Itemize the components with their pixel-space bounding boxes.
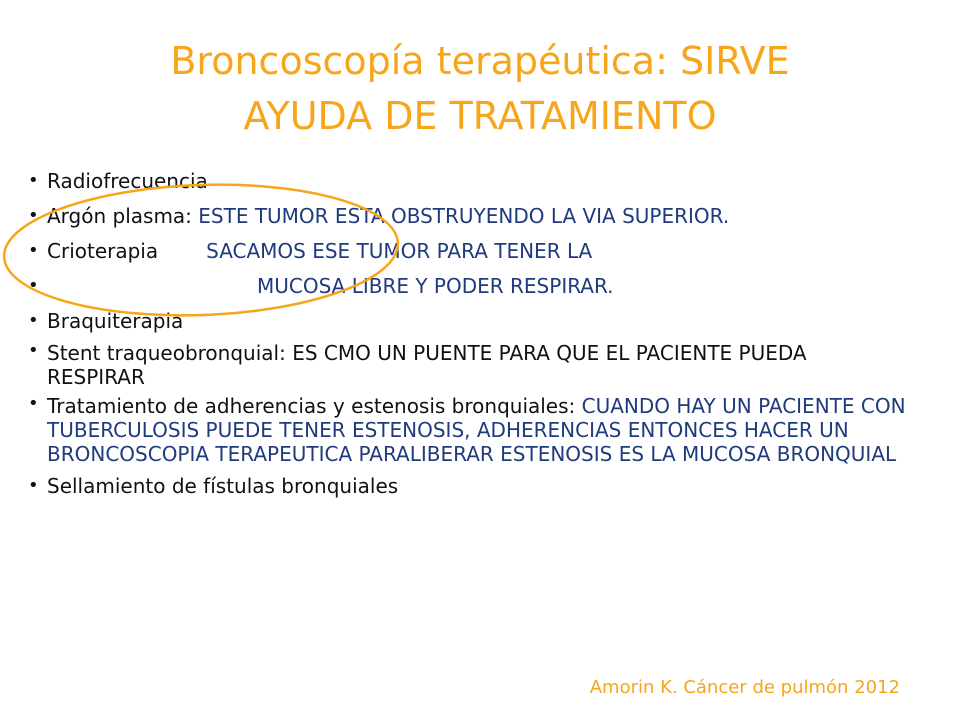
title-line-2: AYUDA DE TRATAMIENTO — [243, 94, 717, 138]
title-line-1: Broncoscopía terapéutica: SIRVE — [170, 39, 790, 83]
bullet-dot: • — [28, 170, 39, 191]
bullet-dot: • — [28, 475, 39, 496]
bullet-dot: • — [28, 240, 39, 261]
list-item — [28, 471, 908, 501]
bullet-text: Stent traqueobronquial: — [47, 341, 293, 365]
citation-footer: Amorin K. Cáncer de pulmón 2012 — [589, 677, 900, 698]
list-item — [28, 306, 908, 336]
bullet-annotation: ESTE TUMOR ESTA OBSTRUYENDO LA VIA SUPERIOR. — [198, 204, 730, 228]
list-item — [28, 201, 908, 231]
bullet-annotation: MUCOSA LIBRE Y PODER RESPIRAR. — [257, 274, 614, 298]
bullet-dot: • — [28, 205, 39, 226]
bullet-dot: • — [28, 393, 39, 414]
bullet-dot: • — [28, 310, 39, 331]
bullet-text: Braquiterapia — [47, 309, 184, 333]
bullet-annotation: CUANDO HAY UN PACIENTE CON TUBERCULOSIS PUEDE TENER ESTENOSIS, ADHERENCIAS ENTONCES HACER UN BRONCOSCOPIA TERAPEUTICA PARALIBERAR ESTENOSIS ES LA MUCOSA BRONQUIAL — [47, 394, 906, 466]
bullet-text: Argón plasma: — [47, 204, 199, 228]
list-item — [28, 271, 908, 301]
bullet-annotation: ES CMO UN PUENTE PARA QUE EL PACIENTE PUEDA RESPIRAR — [47, 341, 807, 389]
list-item — [28, 166, 908, 196]
bullet-dot: • — [28, 340, 39, 361]
bullet-text: Tratamiento de adherencias y estenosis bronquiales: — [47, 394, 582, 418]
bullet-list — [28, 166, 908, 506]
bullet-dot: • — [28, 275, 39, 296]
bullet-annotation: SACAMOS ESE TUMOR PARA TENER LA — [206, 239, 593, 263]
bullet-text: Crioterapia — [47, 239, 159, 263]
slide-title — [40, 34, 920, 144]
list-item — [28, 341, 908, 389]
list-item — [28, 236, 908, 266]
list-item — [28, 394, 908, 466]
bullet-text: Sellamiento de fístulas bronquiales — [47, 474, 399, 498]
bullet-text: Radiofrecuencia — [47, 169, 208, 193]
